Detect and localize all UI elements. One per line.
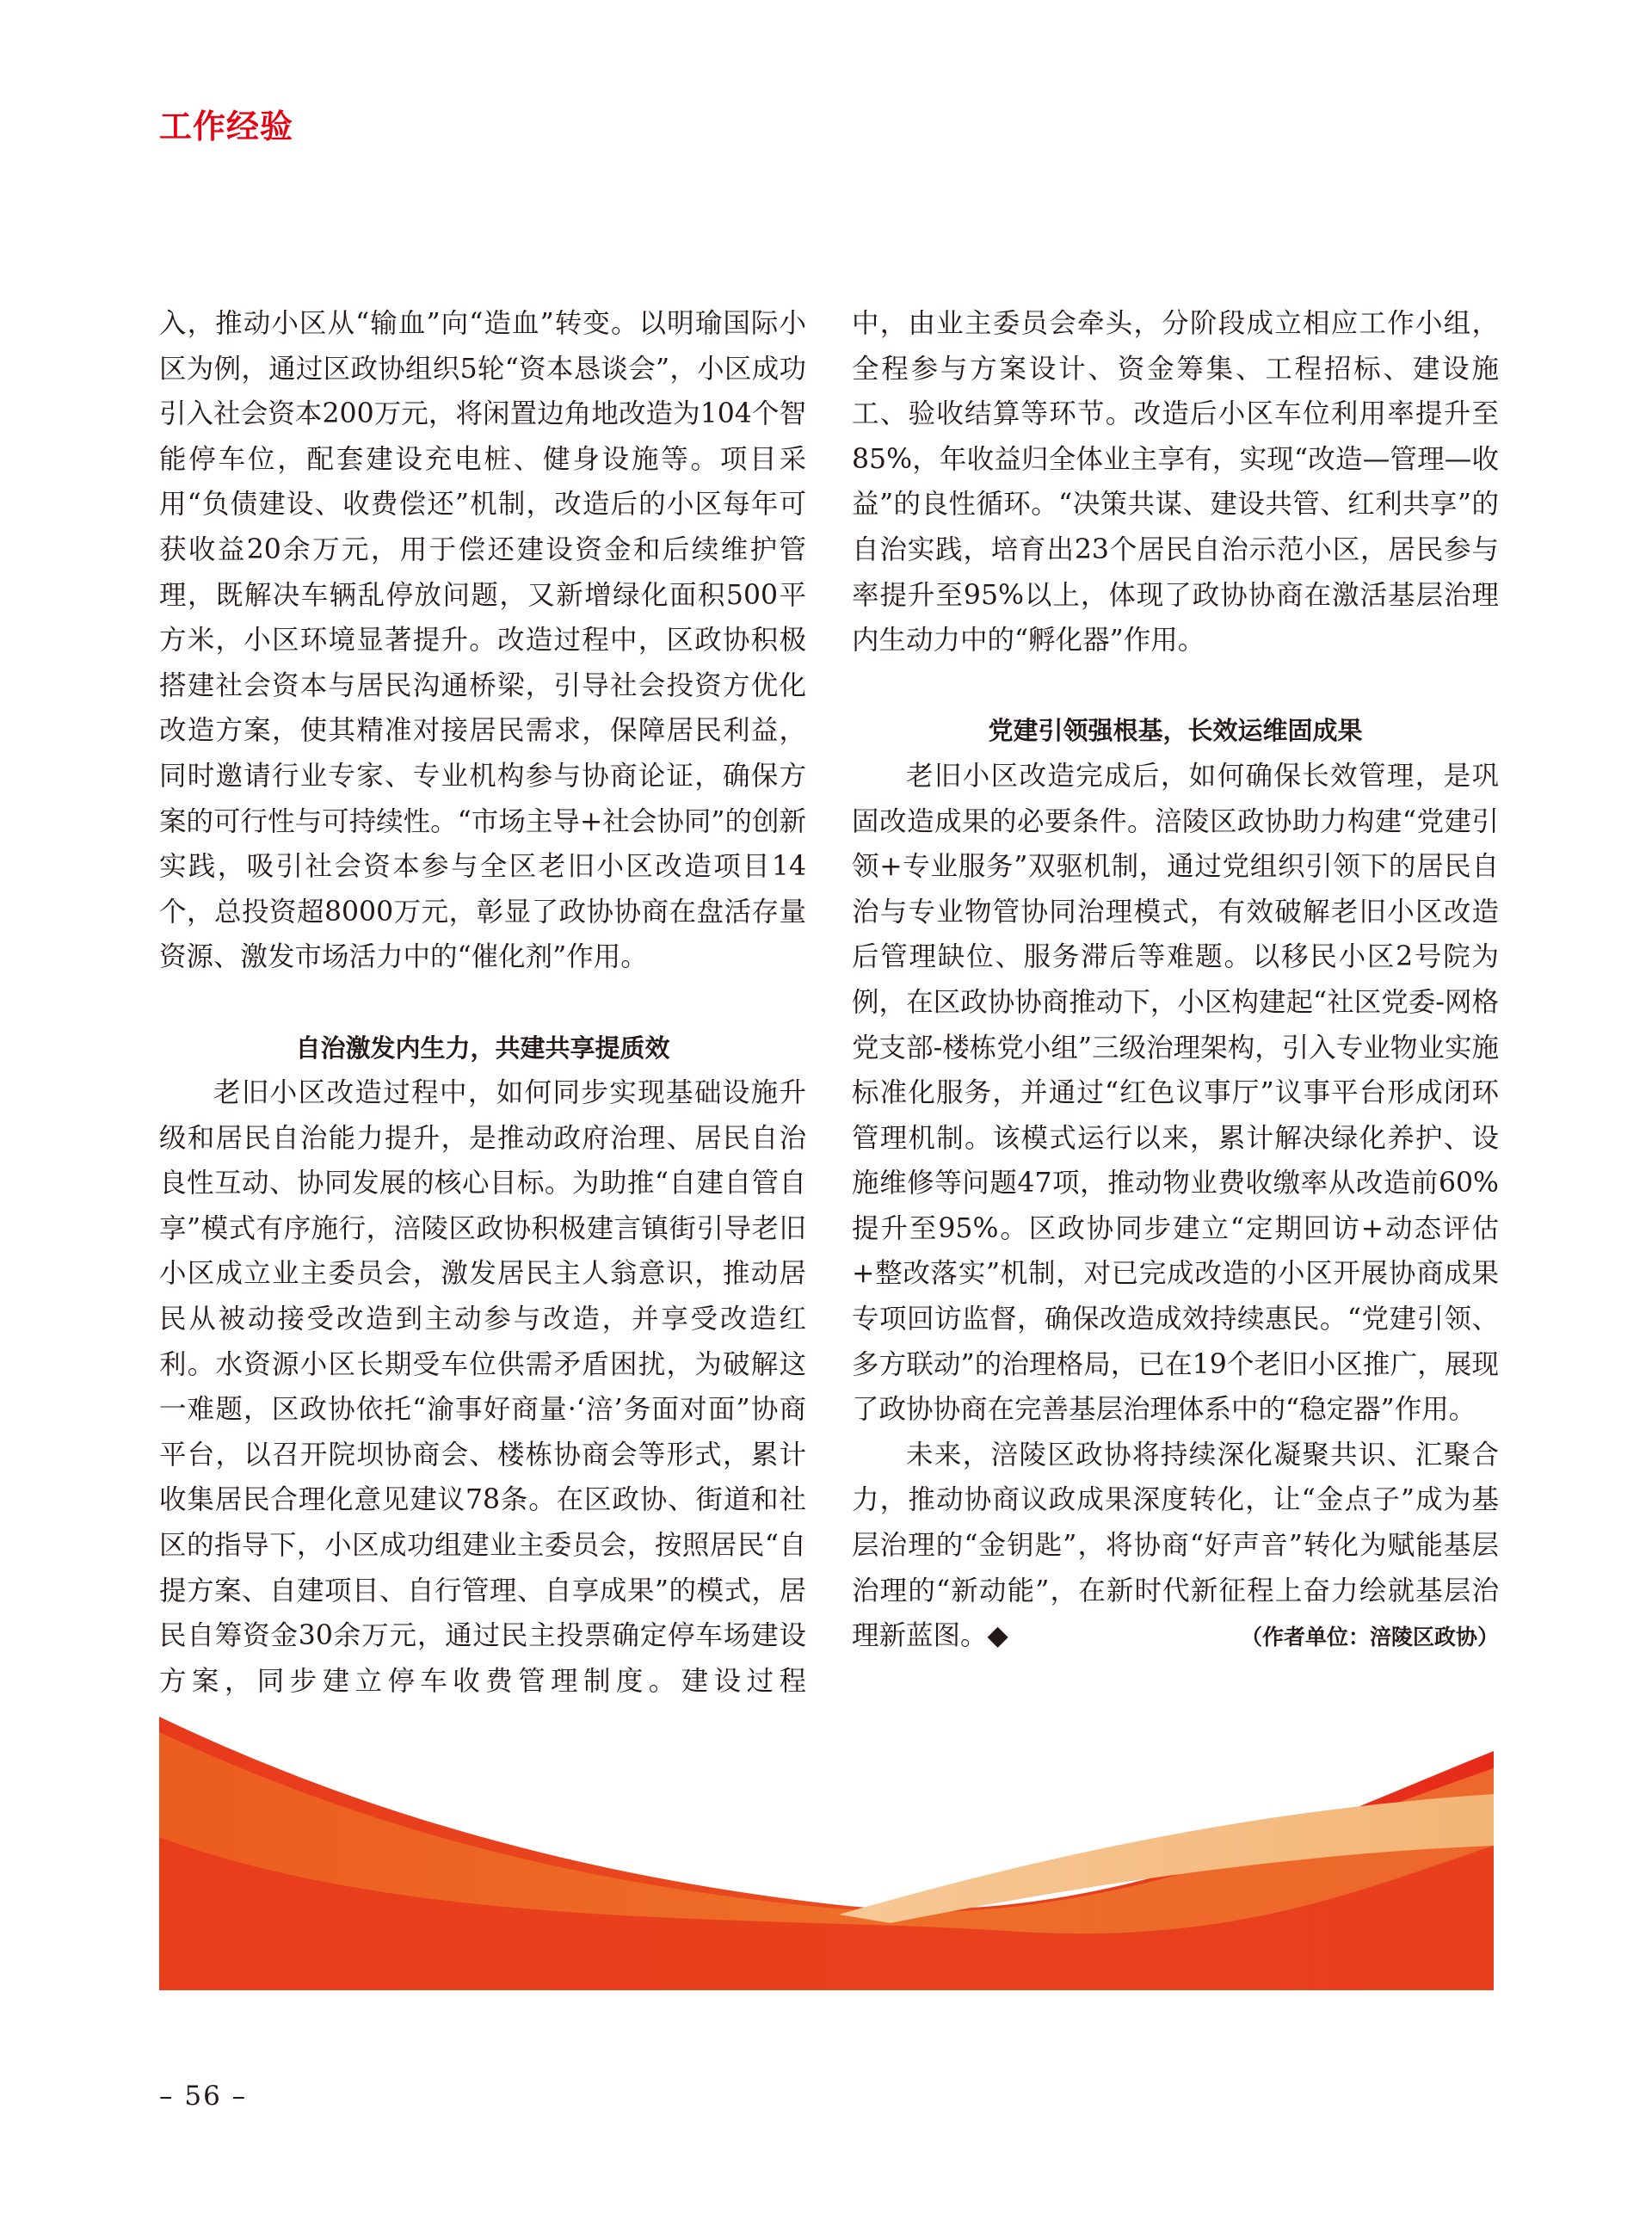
page-number: – 56 – [159, 2081, 248, 2112]
section-heading: 自治激发内生力，共建共享提质效 [295, 1033, 670, 1063]
left-column [159, 301, 806, 1704]
decorative-wave-banner [159, 1717, 1494, 1990]
author-affiliation: （作者单位：涪陵区政协） [1240, 1625, 1499, 1650]
closing-text: 理新蓝图。◆ [852, 1620, 1008, 1652]
right-column [852, 301, 1499, 1661]
body-paragraph: 老旧小区改造完成后，如何确保长效管理，是巩固改造成果的必要条件。涪陵区政协助力构建“党建引领+专业服务”双驱机制，通过党组织引领下的居民自治与专业物管协同治理模式，有效破解老旧小区改造后管理缺位、服务滞后等难题。以移民小区2号院为例，在区政协协商推动下，小区构建起“社区党委-网格党支部-楼栋党小组”三级治理架构，引入专业物业实施标准化服务，并通过“红色议事厅”议事平台形成闭环管理机制。该模式运行以来，累计解决绿化养护、设施维修等问题47项，推动物业费收缴率从改造前60%提升至95%。区政协同步建立“定期回访+动态评估+整改落实”机制，对已完成改造的小区开展协商成果专项回访监督，确保改造成效持续惠民。“党建引领、多方联动”的治理格局，已在19个老旧小区推广，展现了政协协商在完善基层治理体系中的“稳定器”作用。 [852, 760, 1499, 1426]
body-paragraph: 未来，涪陵区政协将持续深化凝聚共识、汇聚合力，推动协商议政成果深度转化，让“金点子”成为基层治理的“金钥匙”，将协商“好声音”转化为赋能基层治理的“新动能”，在新时代新征程上奋力绘就基层治 [852, 1439, 1499, 1606]
body-paragraph: 入，推动小区从“输血”向“造血”转变。以明瑜国际小区为例，通过区政协组织5轮“资本恳谈会”，小区成功引入社会资本200万元，将闲置边角地改造为104个智能停车位，配套建设充电桩、健身设施等。项目采用“负债建设、收费偿还”机制，改造后的小区每年可获收益20余万元，用于偿还建设资金和后续维护管理，既解决车辆乱停放问题，又新增绿化面积500平方米，小区环境显著提升。改造过程中，区政协积极搭建社会资本与居民沟通桥梁，引导社会投资方优化改造方案，使其精准对接居民需求，保障居民利益，同时邀请行业专家、专业机构参与协商论证，确保方案的可行性与可持续性。“市场主导+社会协同”的创新实践，吸引社会资本参与全区老旧小区改造项目14个，总投资超8000万元，彰显了政协协商在盘活存量资源、激发市场活力中的“催化剂”作用。 [159, 308, 806, 973]
body-paragraph: 老旧小区改造过程中，如何同步实现基础设施升级和居民自治能力提升，是推动政府治理、居民自治良性互动、协同发展的核心目标。为助推“自建自管自享”模式有序施行，涪陵区政协积极建言镇街引导老旧小区成立业主委员会，激发居民主人翁意识，推动居民从被动接受改造到主动参与改造，并享受改造红利。水资源小区长期受车位供需矛盾困扰，为破解这一难题，区政协依托“渝事好商量·‘涪’务面对面”协商平台，以召开院坝协商会、楼栋协商会等形式，累计收集居民合理化意见建议78条。在区政协、街道和社区的指导下，小区成功组建业主委员会，按照居民“自提方案、自建项目、自行管理、自享成果”的模式，居民自筹资金30余万元，通过民主投票确定停车场建设方案，同步建立停车收费管理制度。建设过程 [159, 1077, 806, 1697]
section-heading: 党建引领强根基，长效运维固成果 [988, 716, 1363, 746]
section-title: 工作经验 [159, 108, 294, 145]
body-paragraph: 中，由业主委员会牵头，分阶段成立相应工作小组，全程参与方案设计、资金筹集、工程招标、建设施工、验收结算等环节。改造后小区车位利用率提升至85%，年收益归全体业主享有，实现“改造—管理—收益”的良性循环。“决策共谋、建设共管、红利共享”的自治实践，培育出23个居民自治示范小区，居民参与率提升至95%以上，体现了政协协商在激活基层治理内生动力中的“孵化器”作用。 [852, 308, 1499, 657]
closing-line [852, 1613, 1499, 1661]
